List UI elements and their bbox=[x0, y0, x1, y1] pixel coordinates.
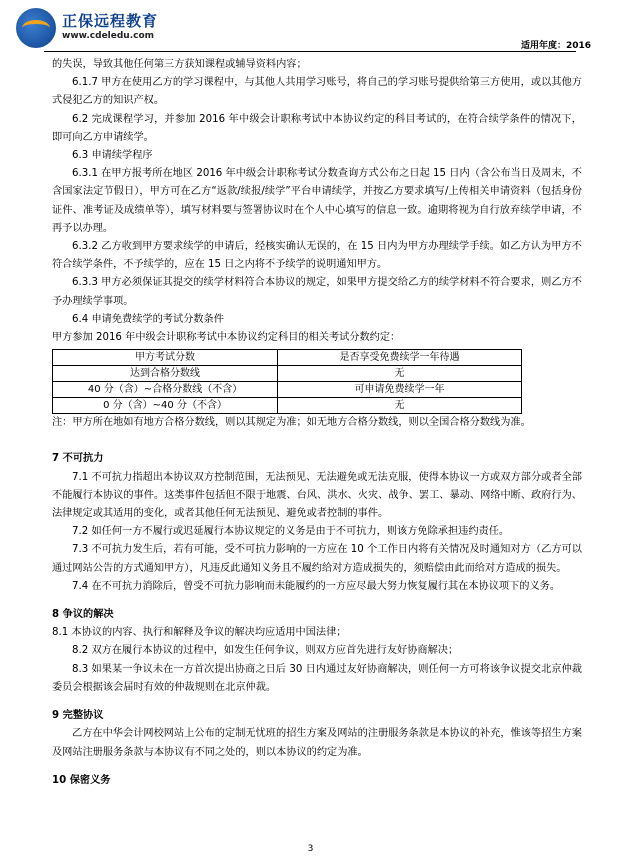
paragraph: 7.4 在不可抗力消除后，曾受不可抗力影响而未能履约的一方应尽最大努力恢复履行其在本协议项下的义务。 bbox=[72, 580, 561, 592]
paragraph: 的失误，导致其他任何第三方获知课程或辅导资料内容； bbox=[52, 59, 307, 70]
section-heading: 6.4 申请免费续学的考试分数条件 bbox=[72, 313, 224, 325]
table-cell: 可申请免费续学一年 bbox=[278, 382, 522, 398]
table-cell: 40 分（含）~合格分数线（不含） bbox=[53, 382, 278, 398]
paragraph: 7.3 不可抗力发生后，若有可能，受不可抗力影响的一方应在 10 个工作日内将有关情况及时通知对方（乙方可以通过网站公告的方式通知甲方），凡违反此通知义务且不履约给对方造成损失的，须赔偿由此而给对方造成的损失。 bbox=[52, 544, 582, 574]
table-header-cell: 是否享受免费续学一年待遇 bbox=[278, 350, 522, 366]
table-header-cell: 甲方考试分数 bbox=[53, 350, 278, 366]
paragraph: 甲方参加 2016 年中级会计职称考试中本协议约定科目的相关考试分数约定： bbox=[52, 332, 401, 344]
paragraph: 6.1.7 甲方在使用乙方的学习课程中，与其他人共用学习账号，将自己的学习账号提供给第三方使用，或以其他方式侵犯乙方的知识产权。 bbox=[52, 77, 582, 107]
paragraph: 7.2 如任何一方不履行或迟延履行本协议规定的义务是由于不可抗力，则该方免除承担违约责任。 bbox=[72, 526, 510, 538]
paragraph: 8.3 如果某一争议未在一方首次提出协商之日后 30 日内通过友好协商解决，则任何一方可将该争议提交北京仲裁委员会根据该会届时有效的仲裁规则在北京仲裁。 bbox=[52, 663, 582, 693]
section-heading: 6.3 申请续学程序 bbox=[72, 150, 153, 162]
paragraph: 6.3.3 甲方必须保证其提交的续学材料符合本协议的规定，如果甲方提交给乙方的续学材料不符合要求，则乙方不予办理续学事项。 bbox=[52, 277, 582, 307]
table-cell: 无 bbox=[278, 366, 522, 382]
paragraph: 6.3.2 乙方收到甲方要求续学的申请后，经核实确认无误的，在 15 日内为甲方办理续学手续。如乙方认为甲方不符合续学条件，不予续学的，应在 15 日之内将不予续学的说明通知甲方。 bbox=[52, 241, 582, 271]
section-heading: 8 争议的解决 bbox=[52, 609, 114, 621]
page-header bbox=[0, 0, 621, 54]
score-table bbox=[52, 349, 522, 414]
brand-url: www.cdeledu.com bbox=[62, 31, 155, 41]
paragraph: 8.1 本协议的内容、执行和解释及争议的解决均应适用中国法律； bbox=[52, 627, 347, 639]
paragraph: 7.1 不可抗力指超出本协议双方控制范围，无法预见、无法避免或无法克服，使得本协议一方或双方部分或者全部不能履行本协议的事件。这类事件包括但不限于地震、台风、洪水、火灾、战争、罢工、暴动、网络中断、政府行为、法律规定或其适用的变化，或者其他任何无法预见、避免或者控制的事件。 bbox=[52, 471, 582, 520]
document-body bbox=[52, 56, 582, 790]
brand-logo-icon bbox=[16, 8, 56, 48]
table-row bbox=[53, 366, 522, 382]
table-header-row bbox=[53, 350, 522, 366]
year-label: 适用年度：2016 bbox=[520, 41, 591, 51]
page-number: 3 bbox=[307, 844, 314, 854]
paragraph: 6.3.1 在甲方报考所在地区 2016 年中级会计职称考试分数查询方式公布之日起 15 日内（含公布当日及周末，不含国家法定节假日），甲方可在乙方“返款/续报/续学”平台申请续学，并按乙方要求填写/上传相关申请资料（包括身份证件、准考证及成绩单等），填写材料要与签署协议时在个人中心填写的信息一致。逾期将视为自行放弃续学申请，不再予以办理。 bbox=[52, 168, 582, 234]
table-row bbox=[53, 398, 522, 414]
paragraph: 乙方在中华会计网校网站上公布的定制无忧班的招生方案及网站的注册服务条款是本协议的补充，惟该等招生方案及网站注册服务条款与本协议有不同之处的，则以本协议的约定为准。 bbox=[52, 728, 582, 758]
section-heading: 7 不可抗力 bbox=[52, 453, 104, 465]
section-heading: 9 完整协议 bbox=[52, 710, 104, 722]
section-heading: 10 保密义务 bbox=[52, 774, 111, 786]
table-cell: 无 bbox=[278, 398, 522, 414]
paragraph: 6.2 完成课程学习，并参加 2016 年中级会计职称考试中本协议约定的科目考试的，在符合续学条件的情况下，即可向乙方申请续学。 bbox=[52, 113, 582, 143]
table-row bbox=[53, 382, 522, 398]
paragraph: 8.2 双方在履行本协议的过程中，如发生任何争议，则双方应首先进行友好协商解决； bbox=[72, 645, 459, 657]
table-cell: 达到合格分数线 bbox=[53, 366, 278, 382]
note-paragraph: 注：甲方所在地如有地方合格分数线，则以其规定为准；如无地方合格分数线，则以全国合格分数线为准。 bbox=[52, 417, 531, 429]
brand-title: 正保远程教育 bbox=[62, 12, 159, 30]
header-divider bbox=[44, 51, 576, 52]
table-cell: 0 分（含）~40 分（不含） bbox=[53, 398, 278, 414]
